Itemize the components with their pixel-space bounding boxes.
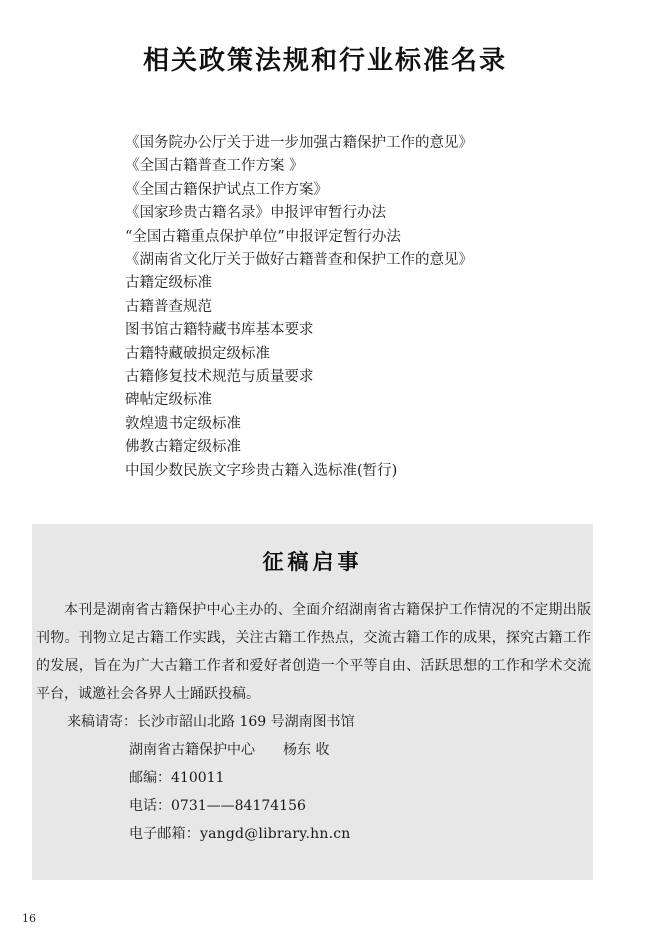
phone-number: 电话：0731——84174156: [129, 798, 306, 814]
notice-title: 征稿启事: [262, 550, 363, 574]
mailing-address: 来稿请寄：长沙市韶山北路 169 号湖南图书馆: [67, 714, 355, 730]
list-item: 佛教古籍定级标准: [125, 439, 241, 456]
list-item: 古籍特藏破损定级标准: [125, 345, 270, 362]
list-item: 《湖南省文化厅关于做好古籍普查和保护工作的意见》: [125, 252, 473, 269]
list-item: 《全国古籍保护试点工作方案》: [125, 181, 328, 198]
list-item: 《国家珍贵古籍名录》申报评审暂行办法: [125, 205, 386, 222]
page-title: 相关政策法规和行业标准名录: [142, 46, 507, 76]
contact-info: [67, 708, 355, 848]
notice-body: 本刊是湖南省古籍保护中心主办的、全面介绍湖南省古籍保护工作情况的不定期出版刊物。刊物立足古籍工作实践，关注古籍工作热点，交流古籍工作的成果，探究古籍工作的发展，旨在为广大古籍工作者和爱好者创造一个平等自由、活跃思想的工作和学术交流平台，诚邀社会各界人士踊跃投稿。: [36, 602, 591, 702]
call-for-papers-box: [32, 524, 593, 880]
list-item: 中国少数民族文字珍贵古籍入选标准(暂行): [125, 462, 398, 479]
recipient: 湖南省古籍保护中心 杨东 收: [129, 742, 330, 758]
page-number: 16: [22, 912, 36, 925]
list-item: 古籍修复技术规范与质量要求: [125, 369, 314, 386]
list-item: “全国古籍重点保护单位”申报评定暂行办法: [125, 228, 401, 245]
regulations-list: [125, 132, 473, 483]
postcode: 邮编：410011: [129, 770, 225, 786]
list-item: 古籍普查规范: [125, 298, 212, 315]
list-item: 古籍定级标准: [125, 275, 212, 292]
list-item: 图书馆古籍特藏书库基本要求: [125, 322, 314, 339]
email-address: 电子邮箱：yangd@library.hn.cn: [129, 826, 351, 842]
list-item: 碑帖定级标准: [125, 392, 212, 409]
list-item: 《全国古籍普查工作方案 》: [125, 158, 304, 175]
list-item: 《国务院办公厅关于进一步加强古籍保护工作的意见》: [125, 135, 473, 151]
list-item: 敦煌遗书定级标准: [125, 415, 241, 432]
